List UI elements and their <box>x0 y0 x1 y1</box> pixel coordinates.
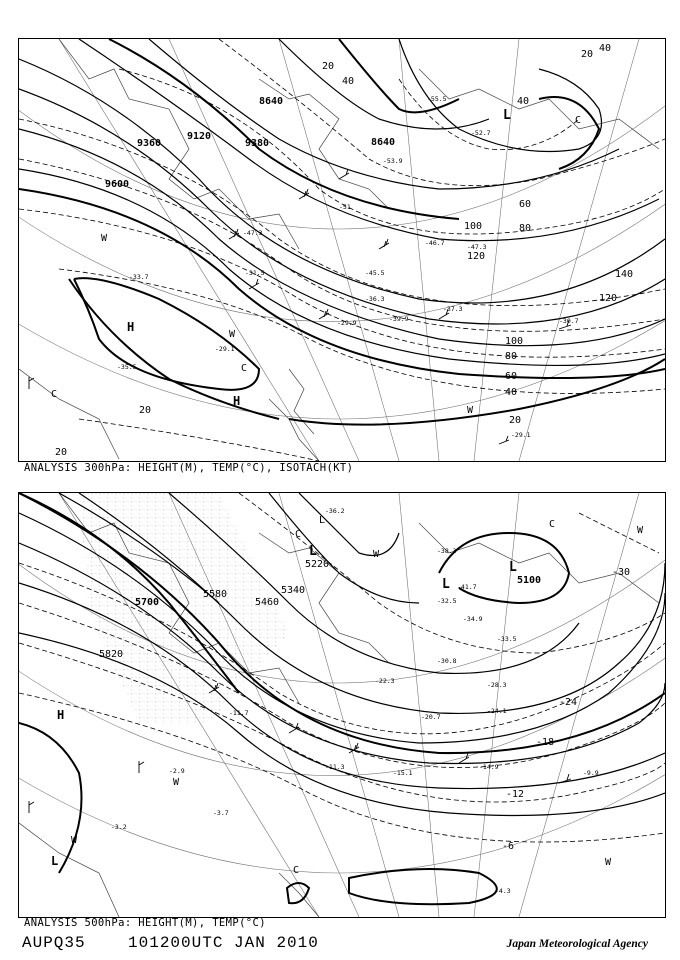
low-center: L <box>319 515 326 526</box>
high-center: H <box>127 320 135 334</box>
height-label: 5340 <box>281 585 306 596</box>
isotach-label: 20 <box>581 49 594 60</box>
isotach-label: 60 <box>519 199 532 210</box>
warm-center: W <box>71 835 78 846</box>
warm-center: W <box>637 525 644 536</box>
temperature-value: -11.7 <box>229 709 249 717</box>
temperature-value: -3.7 <box>213 809 229 817</box>
height-label: 8640 <box>259 96 284 107</box>
temperature-value: -2.9 <box>169 767 185 775</box>
height-label: 9380 <box>245 138 270 149</box>
bold-contours <box>19 39 665 425</box>
temperature-value: -51 <box>339 203 351 211</box>
low-center: L <box>51 854 59 868</box>
cold-center: C <box>549 519 556 530</box>
temperature-value: -41.7 <box>457 583 477 591</box>
height-label: 5220 <box>305 559 330 570</box>
caption-300hpa: ANALYSIS 300hPa: HEIGHT(M), TEMP(°C), ISOTACH(KT) <box>24 462 354 474</box>
temperature-value: -36.3 <box>365 295 385 303</box>
temperature-value: -32.5 <box>437 597 457 605</box>
map-500hpa <box>18 492 666 918</box>
temperature-contour-label: -24 <box>559 697 578 708</box>
isotach-label: 100 <box>505 336 524 347</box>
warm-center: W <box>173 777 180 788</box>
height-label: 5820 <box>99 649 124 660</box>
temperature-value: -35.5 <box>117 363 137 371</box>
temperature-contour-label: -6 <box>502 841 515 852</box>
isotach-label: 140 <box>615 269 634 280</box>
temperature-value: -37.3 <box>443 305 463 313</box>
temperature-value: -33.5 <box>497 635 517 643</box>
isotach-label: 80 <box>519 223 532 234</box>
height-label: 5460 <box>255 597 280 608</box>
height-label: 9120 <box>187 131 212 142</box>
temperature-contour-label: -12 <box>506 789 525 800</box>
temperature-value: -28.3 <box>487 681 507 689</box>
low-center: L <box>309 544 317 559</box>
temperature-value: -47.3 <box>467 243 487 251</box>
isotach-label: 20 <box>509 415 522 426</box>
temperature-value: -20.7 <box>421 713 441 721</box>
isotach-label-group <box>55 43 633 458</box>
isotach-label: 20 <box>322 61 335 72</box>
warm-center: W <box>229 329 236 340</box>
warm-center: W <box>101 233 108 244</box>
temperature-value: -52.7 <box>471 129 491 137</box>
cold-center: C <box>51 389 58 400</box>
map-300hpa-drawing <box>19 39 665 461</box>
temperature-contour-label: -30 <box>612 567 631 578</box>
temperature-contour-label: -18 <box>536 737 555 748</box>
height-label: 5700 <box>135 597 160 608</box>
high-center: H <box>57 708 65 722</box>
height-label: 5580 <box>203 589 228 600</box>
temperature-value: -29.1 <box>511 431 531 439</box>
height-label: 9600 <box>105 179 130 190</box>
temperature-value: -53.9 <box>383 157 403 165</box>
isotach-label: 40 <box>505 387 518 398</box>
temperature-contour-label-group <box>502 567 630 852</box>
height-label: 9360 <box>137 138 162 149</box>
agency-name: Japan Meteorological Agency <box>506 938 648 950</box>
isotach-label: 40 <box>342 76 355 87</box>
chart-identifier <box>22 934 319 952</box>
temperature-value: -3.2 <box>111 823 127 831</box>
isotach-label: 100 <box>464 221 483 232</box>
temperature-value: -39.9 <box>389 315 409 323</box>
height-label: 8640 <box>371 137 396 148</box>
temperature-value: -31.5 <box>245 269 265 277</box>
low-center: L <box>442 577 450 592</box>
temperature-value: -36.2 <box>325 507 345 515</box>
isotach-label: 60 <box>505 371 518 382</box>
cold-center: C <box>575 115 582 126</box>
caption-500hpa: ANALYSIS 500hPa: HEIGHT(M), TEMP(°C) <box>24 917 266 929</box>
warm-center: W <box>373 549 380 560</box>
temperature-value: -38.3 <box>437 547 457 555</box>
temperature-value: -46.7 <box>425 239 445 247</box>
warm-center: W <box>605 857 612 868</box>
map-500hpa-drawing <box>19 493 665 917</box>
temperature-value: -55.5 <box>427 95 447 103</box>
temperature-value: -30.7 <box>559 317 579 325</box>
temperature-value: -34.9 <box>463 615 483 623</box>
temperature-value: -30.8 <box>437 657 457 665</box>
temperature-value: -45.5 <box>365 269 385 277</box>
temperature-value: -33.7 <box>129 273 149 281</box>
map-300hpa <box>18 38 666 462</box>
isotach-label: 120 <box>467 251 486 262</box>
temperature-value: -11.3 <box>325 763 345 771</box>
temperature-value: -29.1 <box>215 345 235 353</box>
height-label-group <box>105 96 395 190</box>
valid-time: 101200UTC JAN 2010 <box>128 934 319 952</box>
chart-id: AUPQ35 <box>22 934 86 952</box>
isotach-label: 40 <box>517 96 530 107</box>
temperature-value: -15.1 <box>393 769 413 777</box>
low-center: L <box>503 108 511 123</box>
cold-center: C <box>241 363 248 374</box>
isotach-label: 80 <box>505 351 518 362</box>
temperature-value: -47.3 <box>243 229 263 237</box>
temperature-value: -22.3 <box>375 677 395 685</box>
isotach-label: 20 <box>55 447 68 458</box>
high-center: H <box>233 394 241 408</box>
temperature-value: -14.9 <box>479 763 499 771</box>
low-center: L <box>509 560 517 575</box>
height-label: 5100 <box>517 575 542 586</box>
wind-barbs <box>29 683 571 813</box>
isotach-label: 40 <box>599 43 612 54</box>
temperature-value: -9.9 <box>583 769 599 777</box>
temperature-value: -4.3 <box>495 887 511 895</box>
warm-center: W <box>467 405 474 416</box>
temperature-value: -29.9 <box>337 319 357 327</box>
cold-center: C <box>295 529 302 540</box>
isotach-label: 20 <box>139 405 152 416</box>
isotach-label: 120 <box>599 293 618 304</box>
cold-center: C <box>293 865 300 876</box>
temperature-value: -24.1 <box>487 707 507 715</box>
